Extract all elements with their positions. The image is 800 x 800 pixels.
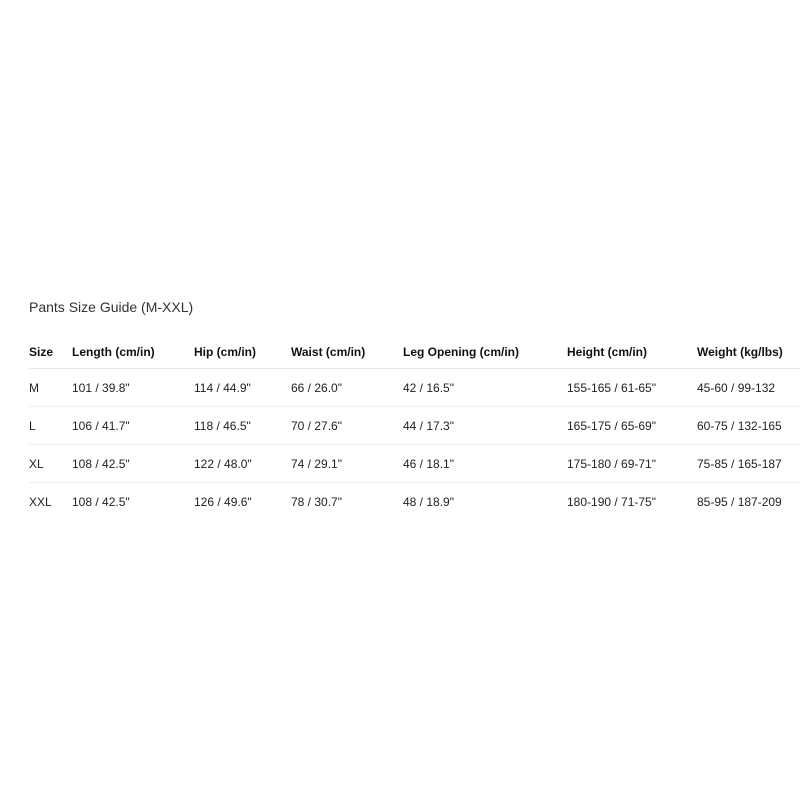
cell-height: 155-165 / 61-65"	[567, 369, 697, 407]
size-guide-title: Pants Size Guide (M-XXL)	[29, 299, 194, 315]
header-leg-opening: Leg Opening (cm/in)	[403, 335, 567, 369]
cell-size: L	[29, 407, 72, 445]
cell-height: 175-180 / 69-71"	[567, 445, 697, 483]
cell-size: M	[29, 369, 72, 407]
header-height: Height (cm/in)	[567, 335, 697, 369]
cell-height: 165-175 / 65-69"	[567, 407, 697, 445]
header-hip: Hip (cm/in)	[194, 335, 291, 369]
cell-hip: 126 / 49.6"	[194, 494, 252, 509]
cell-length: 108 / 42.5"	[72, 445, 194, 483]
cell-hip: 114 / 44.9"	[194, 369, 291, 407]
cell-size: XXL	[29, 494, 52, 509]
cell-waist: 66 / 26.0"	[291, 369, 403, 407]
cell-weight: 75-85 / 165-187	[697, 445, 800, 483]
table-row	[29, 483, 800, 521]
size-table	[29, 335, 800, 520]
cell-waist: 78 / 30.7"	[291, 494, 342, 509]
cell-weight: 85-95 / 187-209	[697, 494, 782, 509]
cell-leg-opening: 46 / 18.1"	[403, 445, 567, 483]
cell-hip: 118 / 46.5"	[194, 407, 291, 445]
cell-weight: 45-60 / 99-132	[697, 369, 800, 407]
table-row	[29, 445, 800, 483]
cell-leg-opening: 42 / 16.5"	[403, 369, 567, 407]
header-weight: Weight (kg/lbs)	[697, 335, 800, 369]
table-row	[29, 369, 800, 407]
cell-length: 106 / 41.7"	[72, 407, 194, 445]
size-guide	[29, 296, 800, 520]
cell-height: 180-190 / 71-75"	[567, 494, 656, 509]
header-length: Length (cm/in)	[72, 335, 194, 369]
cell-size: XL	[29, 445, 72, 483]
cell-hip: 122 / 48.0"	[194, 445, 291, 483]
cell-waist: 74 / 29.1"	[291, 445, 403, 483]
cell-weight: 60-75 / 132-165	[697, 407, 800, 445]
header-size: Size	[29, 335, 72, 369]
cell-leg-opening: 44 / 17.3"	[403, 407, 567, 445]
cell-waist: 70 / 27.6"	[291, 407, 403, 445]
cell-leg-opening: 48 / 18.9"	[403, 494, 454, 509]
header-waist: Waist (cm/in)	[291, 335, 403, 369]
table-header-row	[29, 335, 800, 369]
cell-length: 101 / 39.8"	[72, 369, 194, 407]
cell-length: 108 / 42.5"	[72, 494, 130, 509]
table-row	[29, 407, 800, 445]
